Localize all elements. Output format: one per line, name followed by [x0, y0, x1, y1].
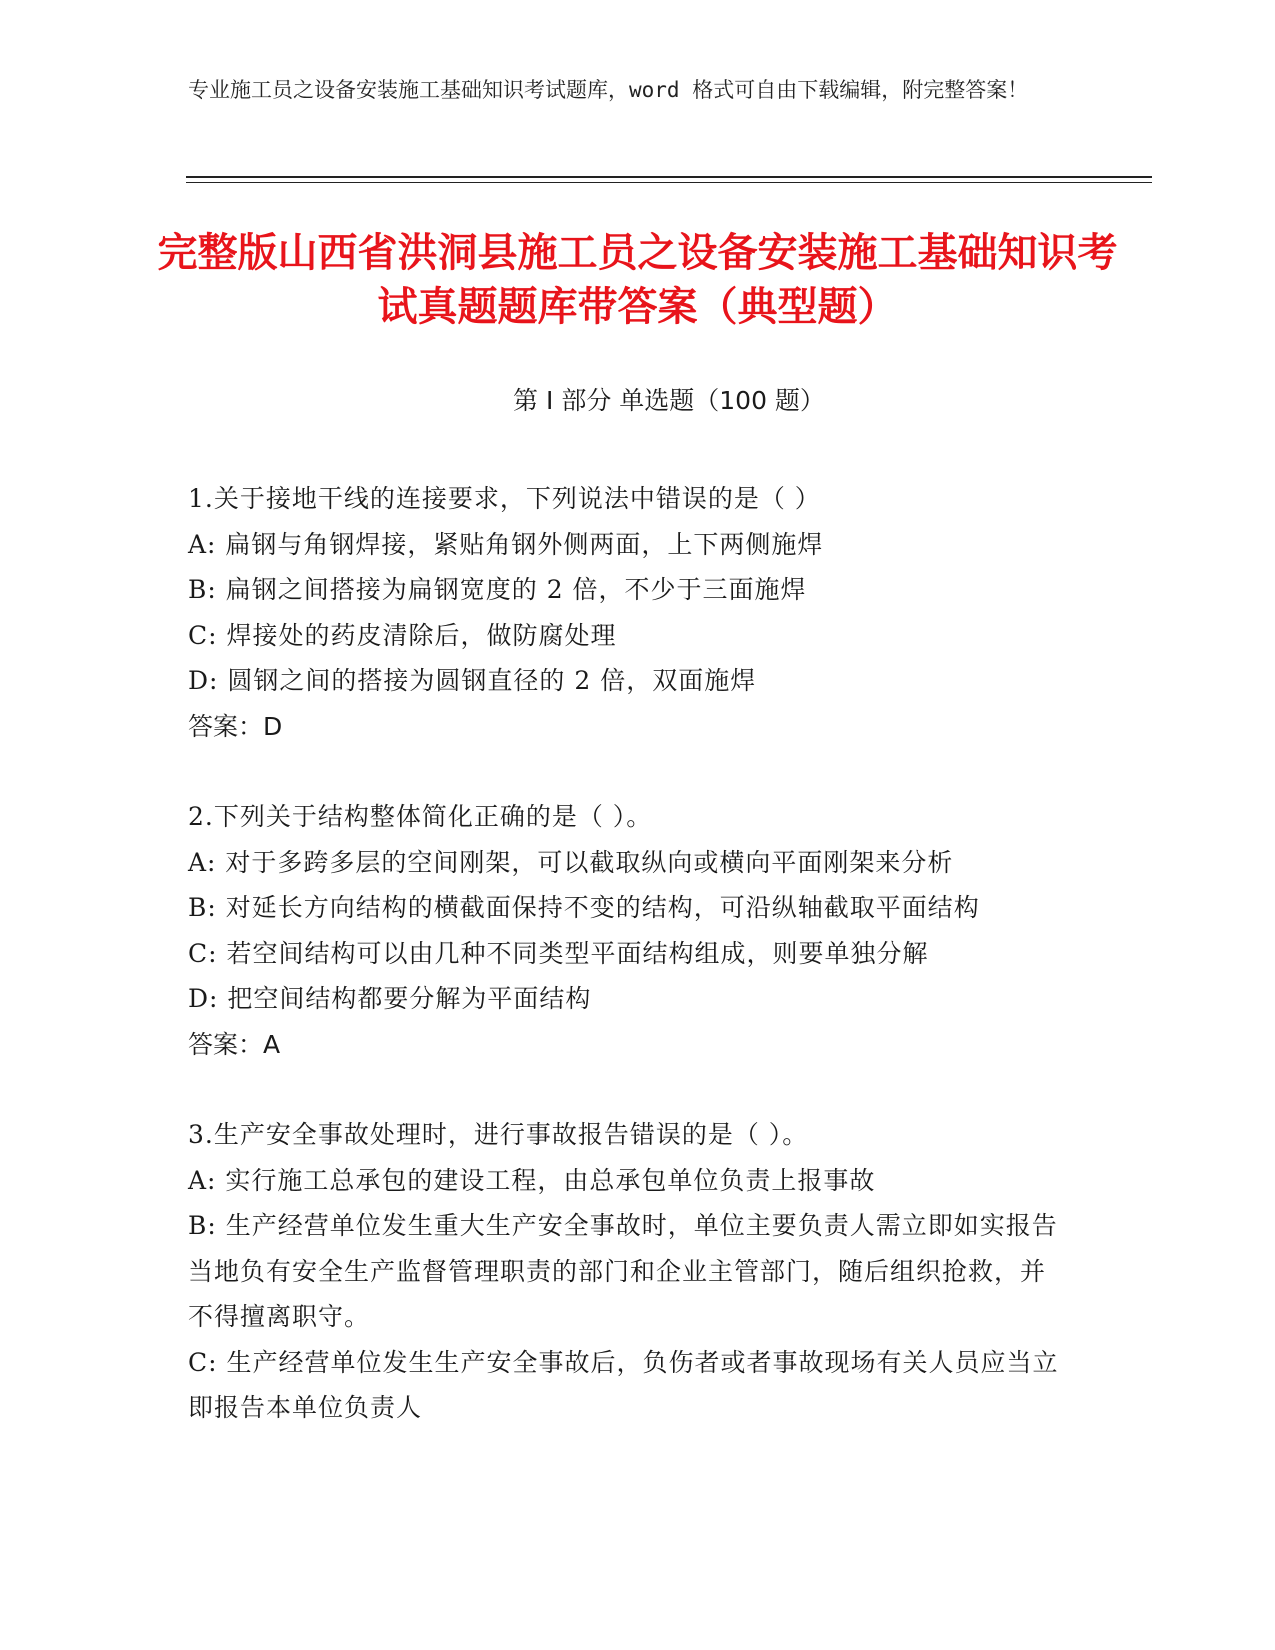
option-c: C: 若空间结构可以由几种不同类型平面结构组成，则要单独分解: [188, 938, 929, 968]
header-rule-thin: [186, 182, 1152, 183]
option-d: D: 把空间结构都要分解为平面结构: [188, 984, 592, 1013]
question-list: [188, 476, 1068, 1476]
option-b: B: 对延长方向结构的横截面保持不变的结构，可沿纵轴截取平面结构: [188, 893, 980, 922]
question-stem: 2.下列关于结构整体简化正确的是（ ）。: [188, 802, 653, 831]
question-stem: 3.生产安全事故处理时，进行事故报告错误的是（ ）。: [188, 1120, 809, 1149]
option-a: A: 对于多跨多层的空间刚架，可以截取纵向或横向平面刚架来分析: [188, 847, 954, 877]
option-d: D: 圆钢之间的搭接为圆钢直径的 2 倍，双面施焊: [188, 666, 757, 695]
option-c: C: 生产经营单位发生生产安全事故后，负伤者或者事故现场有关人员应当立即报告本单位负责人: [188, 1347, 1059, 1422]
section-title: 第 I 部分 单选题（100 题）: [513, 386, 825, 415]
question-2: [188, 794, 1068, 1067]
question-stem: 1.关于接地干线的连接要求，下列说法中错误的是（ ）: [188, 484, 821, 513]
document-title: 完整版山西省洪洞县施工员之设备安装施工基础知识考试真题题库带答案（典型题）: [157, 230, 1118, 330]
question-1: [188, 476, 1068, 749]
header-rule-thick: [186, 176, 1152, 178]
header-note: 专业施工员之设备安装施工基础知识考试题库，word 格式可自由下载编辑，附完整答案！: [188, 78, 1029, 102]
option-a: A: 实行施工总承包的建设工程，由总承包单位负责上报事故: [188, 1165, 876, 1195]
option-c: C: 焊接处的药皮清除后，做防腐处理: [188, 620, 617, 650]
option-b: B: 生产经营单位发生重大生产安全事故时，单位主要负责人需立即如实报告当地负有安全生产监督管理职责的部门和企业主管部门，随后组织抢救，并不得擅离职守。: [188, 1211, 1058, 1331]
answer: 答案：D: [188, 711, 283, 741]
answer: 答案：A: [188, 1029, 281, 1059]
option-a: A: 扁钢与角钢焊接，紧贴角钢外侧两面，上下两侧施焊: [188, 529, 824, 559]
question-3: [188, 1112, 1068, 1431]
option-b: B: 扁钢之间搭接为扁钢宽度的 2 倍，不少于三面施焊: [188, 575, 807, 604]
